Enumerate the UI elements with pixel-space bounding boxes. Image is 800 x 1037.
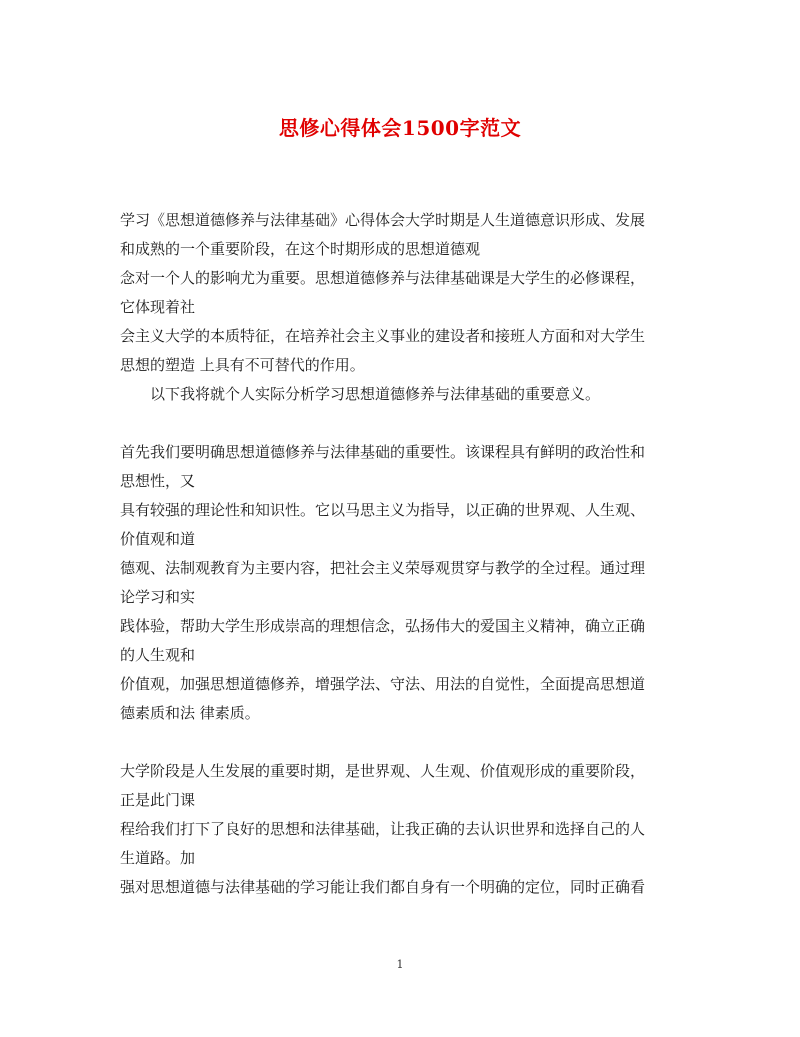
text-line: 程给我们打下了良好的思想和法律基础，让我正确的去认识世界和选择自己的人 [120,820,646,838]
text-line: 大学阶段是人生发展的重要时期，是世界观、人生观、价值观形成的重要阶段， [120,762,646,780]
text-line: 价值观和道 [120,530,196,548]
paragraph-importance [120,438,680,728]
text-line: 的人生观和 [120,646,196,664]
text-line: 具有较强的理论性和知识性。它以马思主义为指导，以正确的世界观、人生观、 [120,501,646,519]
text-line: 德观、法制观教育为主要内容，把社会主义荣辱观贯穿与教学的全过程。通过理 [120,559,646,577]
text-line: 它体现着社 [120,298,196,316]
text-line: 论学习和实 [120,588,196,606]
text-line: 思想性，又 [120,472,196,490]
paragraph-spacer [120,728,680,757]
paragraph-university-stage [120,757,680,902]
text-line: 生道路。加 [120,849,196,867]
text-line: 会主义大学的本质特征，在培养社会主义事业的建设者和接班人方面和对大学生 [120,327,646,345]
text-line: 正是此门课 [120,791,196,809]
text-line: 念对一个人的影响尤为重要。思想道德修养与法律基础课是大学生的必修课程， [120,269,646,287]
text-line: 和成熟的一个重要阶段，在这个时期形成的思想道德观 [120,240,481,258]
text-line: 学习《思想道德修养与法律基础》心得体会大学时期是人生道德意识形成、发展 [120,211,646,229]
text-line: 首先我们要明确思想道德修养与法律基础的重要性。该课程具有鲜明的政治性和 [120,443,646,461]
paragraph-spacer [120,409,680,438]
document-body [120,206,680,902]
document-title: 思修心得体会1500字范文 [278,116,522,140]
page-number: 1 [396,958,404,971]
text-line: 践体验，帮助大学生形成崇高的理想信念，弘扬伟大的爱国主义精神，确立正确 [120,617,646,635]
paragraph-intro [120,206,680,409]
text-line: 强对思想道德与法律基础的学习能让我们都自身有一个明确的定位，同时正确看 [120,878,646,896]
text-line: 价值观，加强思想道德修养，增强学法、守法、用法的自觉性，全面提高思想道 [120,675,646,693]
text-line: 思想的塑造 上具有不可替代的作用。 [120,356,365,374]
text-line: 德素质和法 律素质。 [120,704,260,722]
text-line: 以下我将就个人实际分析学习思想道德修养与法律基础的重要意义。 [150,385,601,403]
